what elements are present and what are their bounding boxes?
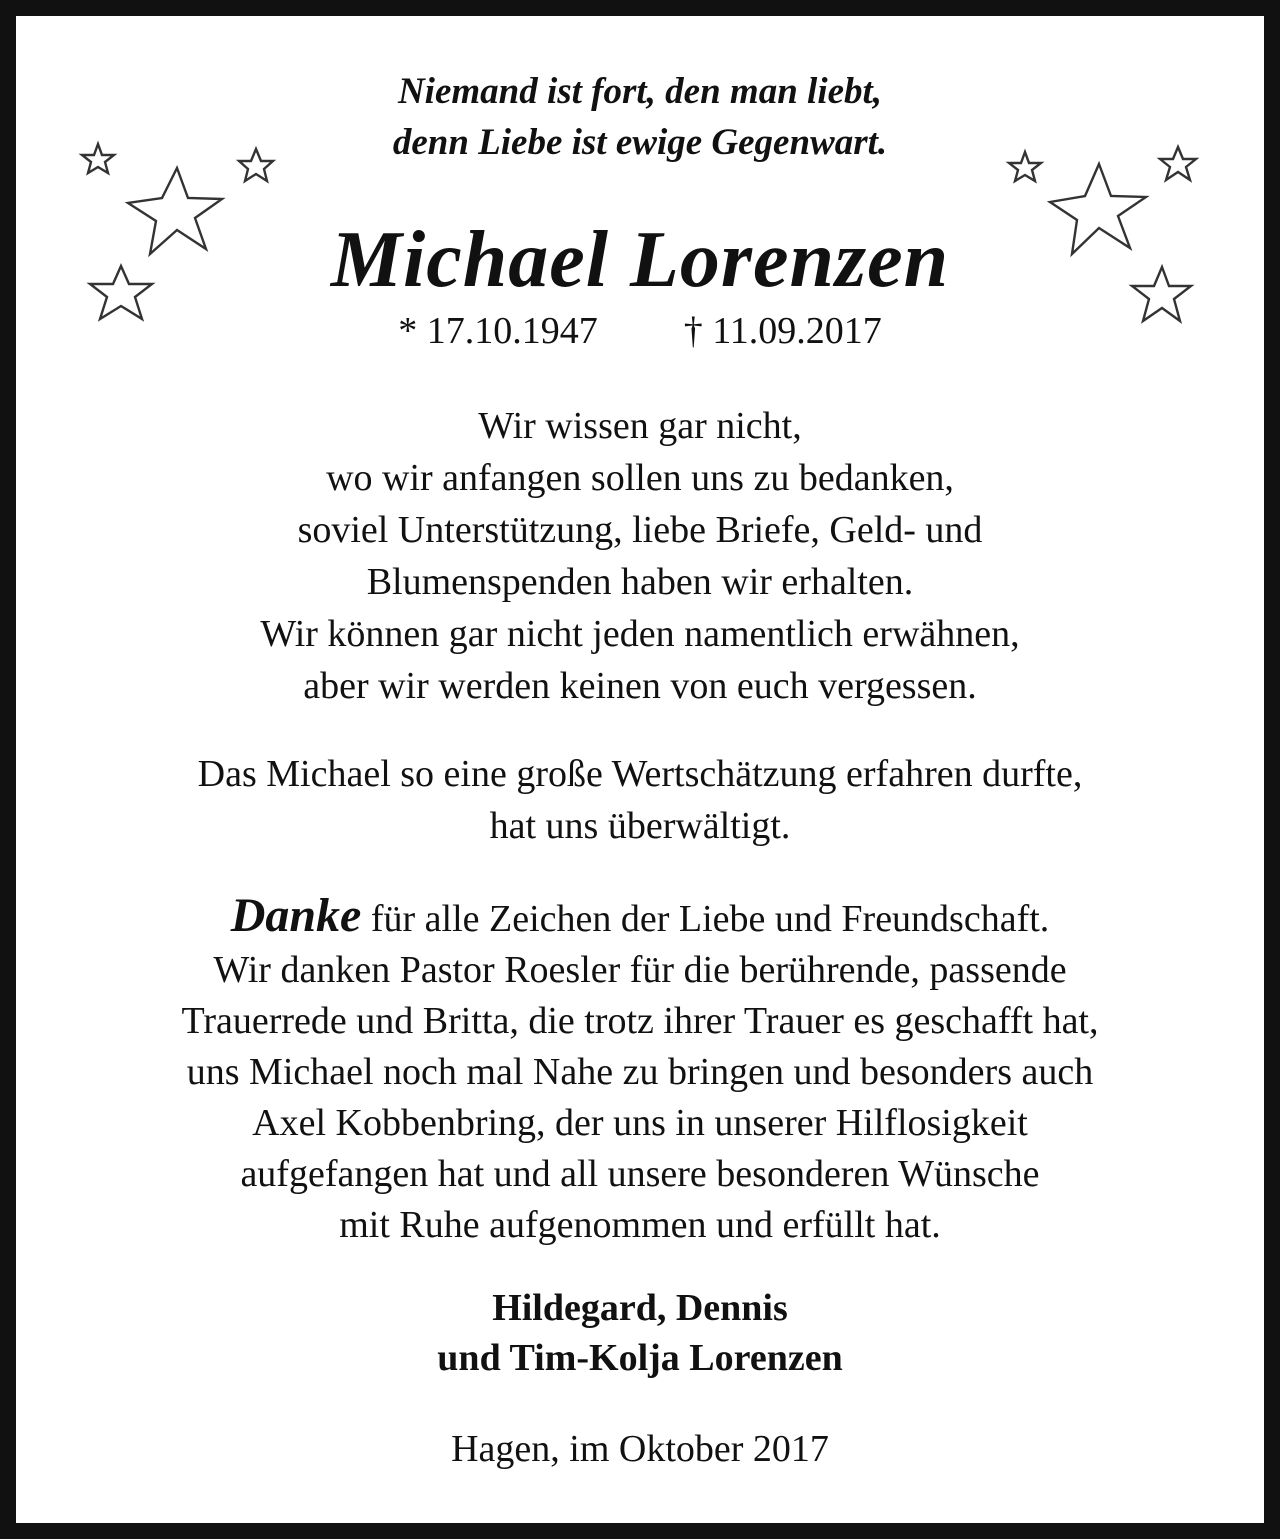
text-line: Axel Kobbenbring, der uns in unserer Hilflosigkeit bbox=[252, 1102, 1028, 1144]
appreciation-paragraph bbox=[0, 748, 1280, 852]
deceased-name: Michael Lorenzen bbox=[330, 216, 950, 304]
motto-line: Niemand ist fort, den man liebt, bbox=[397, 71, 883, 112]
birth-date: * 17.10.1947 bbox=[398, 310, 598, 352]
text-line: uns Michael noch mal Nahe zu bringen und besonders auch bbox=[186, 1051, 1094, 1093]
place-and-date: Hagen, im Oktober 2017 bbox=[451, 1428, 829, 1470]
text-line: hat uns überwältigt. bbox=[489, 805, 791, 847]
family-signature bbox=[0, 1283, 1280, 1383]
motto-line: denn Liebe ist ewige Gegenwart. bbox=[392, 122, 888, 163]
life-dates bbox=[0, 308, 1280, 354]
signature-line: und Tim-Kolja Lorenzen bbox=[437, 1337, 843, 1379]
text-line: mit Ruhe aufgenommen und erfüllt hat. bbox=[339, 1204, 941, 1246]
text-line: Blumenspenden haben wir erhalten. bbox=[366, 561, 914, 603]
text-line: wo wir anfangen sollen uns zu bedanken, bbox=[326, 457, 954, 499]
motto-quote bbox=[0, 66, 1280, 168]
signature-line: Hildegard, Dennis bbox=[492, 1287, 788, 1329]
danke-paragraph bbox=[0, 890, 1280, 1251]
text-line: Wir danken Pastor Roesler für die berührende, passende bbox=[213, 949, 1067, 991]
text-line: Wir wissen gar nicht, bbox=[478, 405, 802, 447]
text-line: Das Michael so eine große Wertschätzung erfahren durfte, bbox=[197, 753, 1083, 795]
text-line: Wir können gar nicht jeden namentlich erwähnen, bbox=[260, 613, 1020, 655]
danke-word: Danke bbox=[230, 889, 362, 942]
text-line: aufgefangen hat und all unsere besonderen Wünsche bbox=[240, 1153, 1040, 1195]
thanks-paragraph bbox=[0, 400, 1280, 712]
danke-first-line bbox=[0, 890, 1280, 945]
text-line: soviel Unterstützung, liebe Briefe, Geld- und bbox=[297, 509, 983, 551]
death-date: † 11.09.2017 bbox=[683, 310, 882, 352]
text-line: Trauerrede und Britta, die trotz ihrer Trauer es geschafft hat, bbox=[181, 1000, 1099, 1042]
text-line: aber wir werden keinen von euch vergessen. bbox=[303, 665, 977, 707]
danke-line-rest: für alle Zeichen der Liebe und Freundschaft. bbox=[361, 898, 1050, 940]
